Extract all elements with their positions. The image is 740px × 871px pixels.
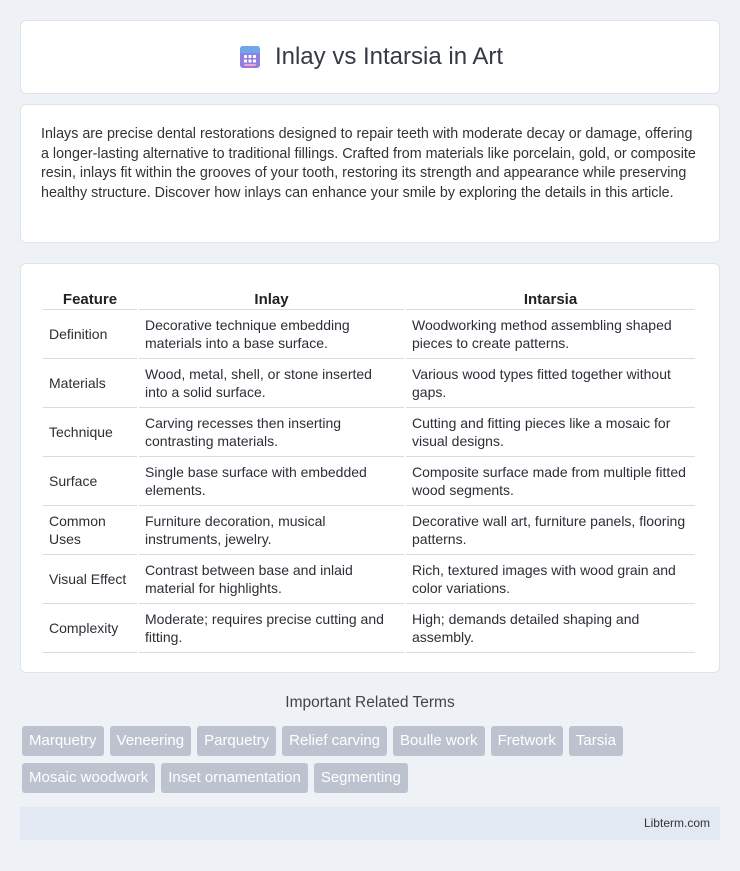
header-inlay: Inlay — [139, 286, 404, 310]
table-row — [43, 310, 695, 359]
row-intarsia: Rich, textured images with wood grain and color variations. — [406, 555, 695, 604]
related-terms-list — [22, 726, 722, 793]
table-row — [43, 604, 695, 653]
footer-link[interactable]: Libterm.com — [643, 816, 710, 830]
comparison-table-card — [20, 263, 720, 673]
table-header-row — [43, 286, 695, 310]
term-tag[interactable]: Fretwork — [491, 726, 563, 756]
page-title: Inlay vs Intarsia in Art — [274, 43, 504, 70]
row-feature: Surface — [43, 457, 137, 506]
term-tag[interactable]: Veneering — [110, 726, 192, 756]
header-feature: Feature — [43, 286, 137, 310]
row-feature: Technique — [43, 408, 137, 457]
table-row — [43, 506, 695, 555]
comparison-table — [41, 286, 697, 653]
row-intarsia: Various wood types fitted together without gaps. — [406, 359, 695, 408]
row-intarsia: Cutting and fitting pieces like a mosaic for visual designs. — [406, 408, 695, 457]
row-intarsia: High; demands detailed shaping and assembly. — [406, 604, 695, 653]
row-feature: Common Uses — [43, 506, 137, 555]
footer — [20, 807, 720, 840]
row-inlay: Contrast between base and inlaid material for highlights. — [139, 555, 404, 604]
row-intarsia: Composite surface made from multiple fitted wood segments. — [406, 457, 695, 506]
row-inlay: Carving recesses then inserting contrasting materials. — [139, 408, 404, 457]
row-inlay: Furniture decoration, musical instruments, jewelry. — [139, 506, 404, 555]
row-feature: Complexity — [43, 604, 137, 653]
calculator-icon — [237, 44, 263, 70]
table-row — [43, 457, 695, 506]
row-intarsia: Woodworking method assembling shaped pieces to create patterns. — [406, 310, 695, 359]
intro-card — [20, 104, 720, 243]
term-tag[interactable]: Marquetry — [22, 726, 104, 756]
row-inlay: Decorative technique embedding materials into a base surface. — [139, 310, 404, 359]
intro-text: Inlays are precise dental restorations designed to repair teeth with moderate decay or damage, offering a longer-lasting alternative to traditional fillings. Crafted from materials like porcelain, gold, or composite resin, inlays fit within the grooves of your tooth, restoring its strength and appearance while preserving healthy structure. Discover how inlays can enhance your smile by exploring the details in this article. — [41, 126, 696, 201]
row-feature: Visual Effect — [43, 555, 137, 604]
row-feature: Definition — [43, 310, 137, 359]
related-terms-title: Important Related Terms — [285, 694, 455, 711]
row-inlay: Single base surface with embedded elements. — [139, 457, 404, 506]
header-intarsia: Intarsia — [406, 286, 695, 310]
term-tag[interactable]: Segmenting — [314, 763, 408, 793]
header-card — [20, 20, 720, 94]
term-tag[interactable]: Relief carving — [282, 726, 387, 756]
term-tag[interactable]: Parquetry — [197, 726, 276, 756]
row-inlay: Wood, metal, shell, or stone inserted into a solid surface. — [139, 359, 404, 408]
row-inlay: Moderate; requires precise cutting and fitting. — [139, 604, 404, 653]
table-row — [43, 555, 695, 604]
table-row — [43, 408, 695, 457]
term-tag[interactable]: Mosaic woodwork — [22, 763, 155, 793]
term-tag[interactable]: Tarsia — [569, 726, 623, 756]
row-intarsia: Decorative wall art, furniture panels, flooring patterns. — [406, 506, 695, 555]
row-feature: Materials — [43, 359, 137, 408]
term-tag[interactable]: Boulle work — [393, 726, 485, 756]
term-tag[interactable]: Inset ornamentation — [161, 763, 308, 793]
table-row — [43, 359, 695, 408]
